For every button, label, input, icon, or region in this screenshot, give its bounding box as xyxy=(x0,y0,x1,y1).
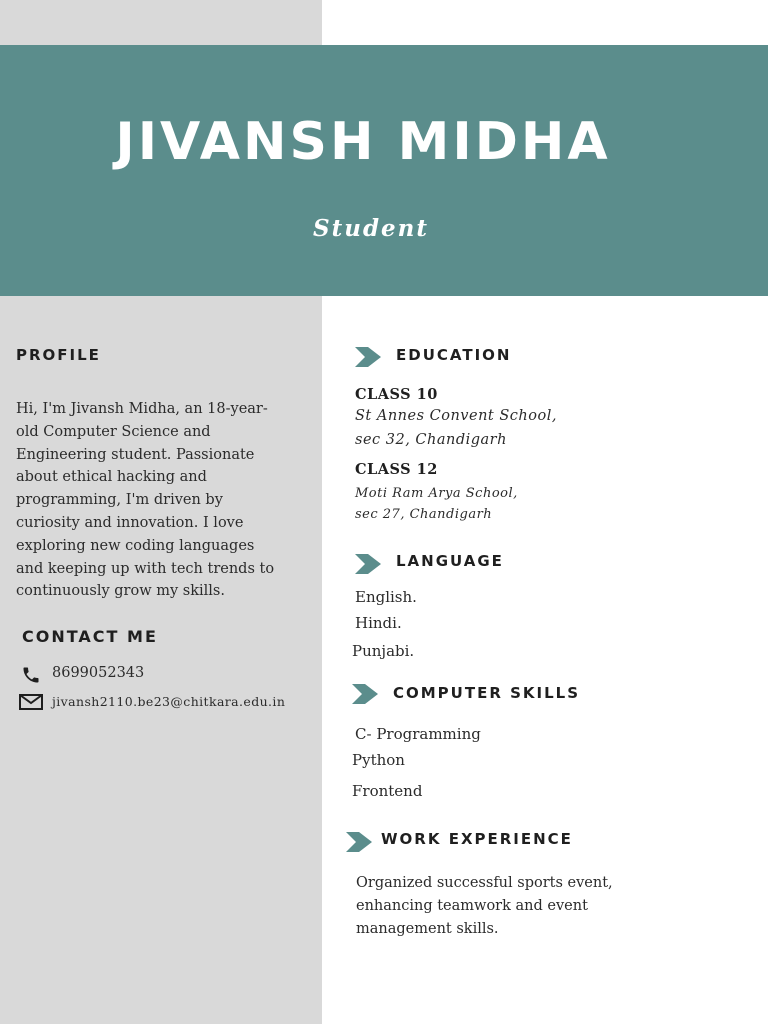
chevron-right-icon xyxy=(346,832,372,852)
education-heading: EDUCATION xyxy=(396,346,512,364)
work-experience-heading: WORK EXPERIENCE xyxy=(381,830,573,848)
education-class-10-label: CLASS 10 xyxy=(355,386,438,403)
envelope-icon xyxy=(19,694,43,710)
education-class-10-location: sec 32, Chandigarh xyxy=(355,432,507,448)
education-class-12-label: CLASS 12 xyxy=(355,461,438,478)
chevron-right-icon xyxy=(355,347,381,367)
phone-number[interactable]: 8699052343 xyxy=(52,665,145,681)
work-experience-text: Organized successful sports event, enhancing teamwork and event management skills. xyxy=(356,875,613,937)
language-item: Punjabi. xyxy=(352,642,415,660)
profile-heading: PROFILE xyxy=(16,346,101,364)
profile-text: Hi, I'm Jivansh Midha, an 18-year-old Computer Science and Engineering student. Passionate about ethical hacking and programming, I'm driven by curiosity and innovation. I love exploring new coding languages and keeping up with tech trends to continuously grow my skills. xyxy=(16,401,275,600)
language-heading: LANGUAGE xyxy=(396,552,504,570)
skill-item: Python xyxy=(352,751,405,769)
contact-heading: CONTACT ME xyxy=(22,627,158,646)
skill-item: C- Programming xyxy=(355,725,481,743)
language-item: English. xyxy=(355,588,417,606)
phone-icon xyxy=(21,665,41,685)
person-name: JIVANSH MIDHA xyxy=(115,112,611,172)
person-role: Student xyxy=(312,215,430,242)
skill-item: Frontend xyxy=(352,782,423,800)
chevron-right-icon xyxy=(355,554,381,574)
education-class-10-school: St Annes Convent School, xyxy=(355,408,557,424)
computer-skills-heading: COMPUTER SKILLS xyxy=(393,684,581,702)
education-class-12-school: Moti Ram Arya School, xyxy=(355,486,518,501)
email-address[interactable]: jivansh2110.be23@chitkara.edu.in xyxy=(52,694,286,709)
education-class-12-location: sec 27, Chandigarh xyxy=(355,507,493,522)
chevron-right-icon xyxy=(352,684,378,704)
language-item: Hindi. xyxy=(355,614,402,632)
